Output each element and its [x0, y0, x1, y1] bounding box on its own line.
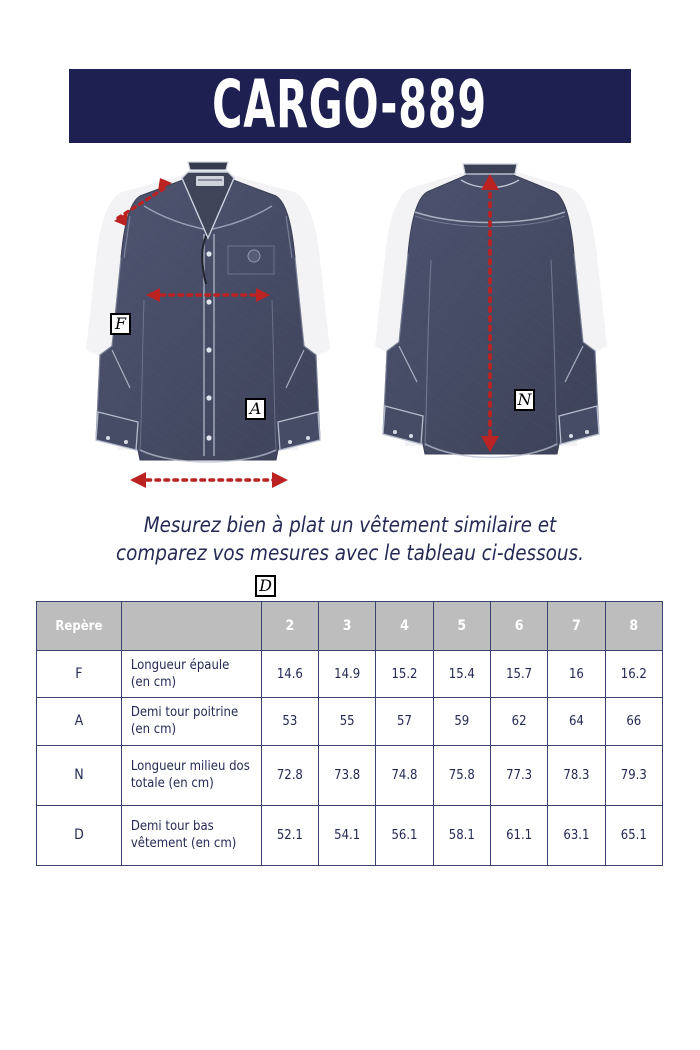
marker-label-d: D [255, 575, 276, 597]
arrow-d [130, 472, 288, 488]
instruction-line-2: comparez vos mesures avec le tableau ci-dessous. [116, 540, 584, 566]
cell-value: 61.1 [490, 805, 547, 865]
header-size-2: 2 [261, 602, 318, 651]
size-chart-table [36, 601, 663, 866]
page-title: CARGO-889 [212, 69, 488, 143]
header-size-8: 8 [605, 602, 662, 651]
cell-value: 55 [319, 698, 376, 745]
cell-value: 52.1 [261, 805, 318, 865]
table-row [37, 745, 663, 805]
cell-value: 78.3 [548, 745, 605, 805]
cell-value: 15.4 [433, 651, 490, 698]
row-description: Longueur épaule (en cm) [121, 651, 261, 698]
cell-value: 15.2 [376, 651, 433, 698]
row-description: Longueur milieu dos totale (en cm) [121, 745, 261, 805]
instruction-line-1: Mesurez bien à plat un vêtement similaire et [143, 513, 557, 538]
cell-value: 16.2 [605, 651, 662, 698]
cell-value: 74.8 [376, 745, 433, 805]
back-view-shirt [365, 150, 615, 470]
row-marker: D [37, 805, 122, 865]
cell-value: 58.1 [433, 805, 490, 865]
cell-value: 54.1 [319, 805, 376, 865]
cell-value: 57 [376, 698, 433, 745]
cell-value: 64 [548, 698, 605, 745]
measurement-instructions [75, 512, 626, 567]
header-description [121, 602, 261, 651]
row-description: Demi tour poitrine (en cm) [121, 698, 261, 745]
cell-value: 73.8 [319, 745, 376, 805]
row-marker: A [37, 698, 122, 745]
row-marker: N [37, 745, 122, 805]
cell-value: 14.9 [319, 651, 376, 698]
title-banner [69, 69, 631, 143]
marker-label-n: N [514, 389, 535, 411]
cell-value: 62 [490, 698, 547, 745]
cell-value: 63.1 [548, 805, 605, 865]
cell-value: 72.8 [261, 745, 318, 805]
row-description: Demi tour bas vêtement (en cm) [121, 805, 261, 865]
cell-value: 59 [433, 698, 490, 745]
marker-label-a: A [245, 398, 266, 420]
cell-value: 75.8 [433, 745, 490, 805]
cell-value: 66 [605, 698, 662, 745]
marker-label-f: F [110, 313, 131, 335]
cell-value: 15.7 [490, 651, 547, 698]
header-size-7: 7 [548, 602, 605, 651]
table-row [37, 651, 663, 698]
header-marker: Repère [37, 602, 122, 651]
cell-value: 79.3 [605, 745, 662, 805]
header-size-5: 5 [433, 602, 490, 651]
cell-value: 65.1 [605, 805, 662, 865]
cell-value: 56.1 [376, 805, 433, 865]
cell-value: 16 [548, 651, 605, 698]
row-marker: F [37, 651, 122, 698]
header-size-6: 6 [490, 602, 547, 651]
header-size-4: 4 [376, 602, 433, 651]
table-row [37, 805, 663, 865]
cell-value: 53 [261, 698, 318, 745]
cell-value: 77.3 [490, 745, 547, 805]
header-size-3: 3 [319, 602, 376, 651]
table-row [37, 698, 663, 745]
table-header-row [37, 602, 663, 651]
cell-value: 14.6 [261, 651, 318, 698]
